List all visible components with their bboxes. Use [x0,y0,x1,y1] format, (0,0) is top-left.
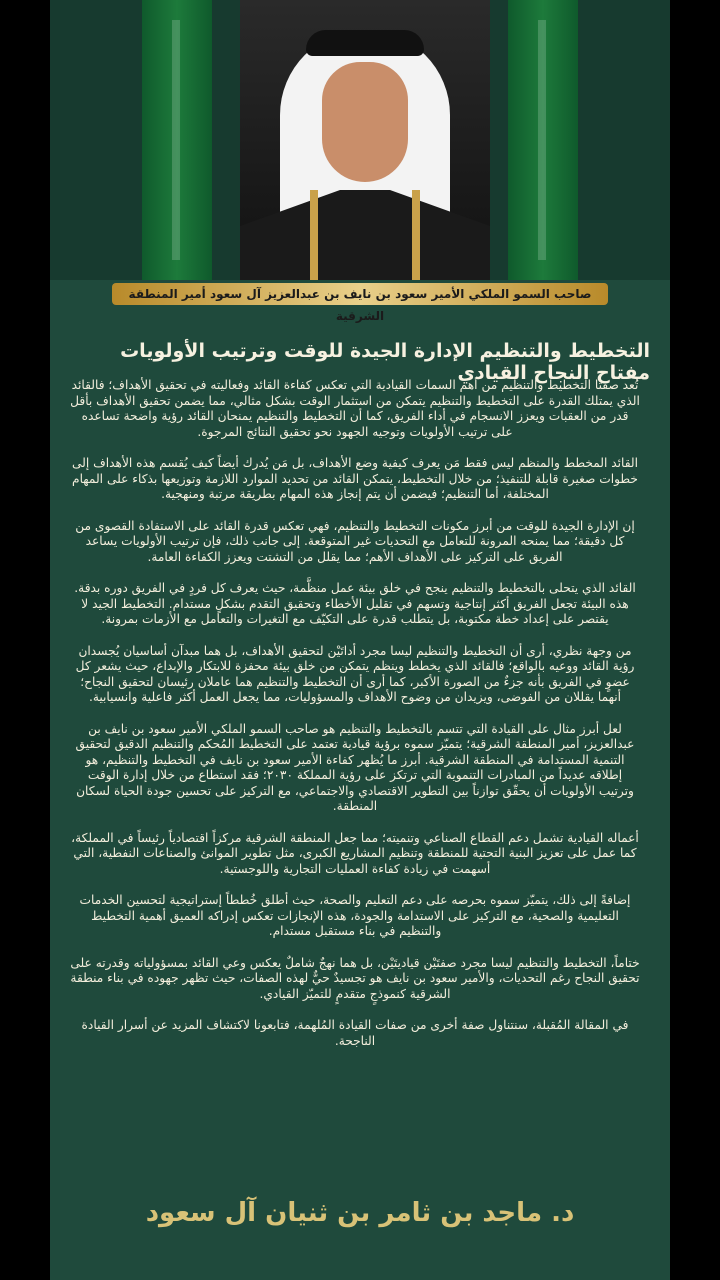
paragraph: من وجهة نظري، أرى أن التخطيط والتنظيم ليسا مجرد أداتَيْن لتحقيق الأهداف، بل هما مبدآن أساسيان يُجسدان رؤية القائد ووعيه بالواقع؛ فالقائد الذي يخطط وينظم يتمكن من خلق بيئة محفزة للابتكار والإبداع، حيث يشعر كل عضوٍ في الفريق بأنه جزءٌ من الصورة الأكبر، كما أرى أن التخطيط والتنظيم هما عاملان رئيسان لتحقيق النجاح؛ أنهما يقللان من الفوضى، ويزيدان من وضوح الأهداف والمسؤوليات، مما يجعل العمل أكثر فاعلية وانسيابية. [75,643,635,704]
paragraph: تُعد صفتا التخطيط والتنظيم من أهم السمات القيادية التي تعكس كفاءة القائد وفعاليته في تحقيق الأهداف؛ فالقائد الذي يمتلك القدرة على التخطيط والتنظيم يتمكن من استثمار الوقت بشكل مثالي، مما يضمن تحقيق الأهداف بأقل قدر من العقبات ويعزز الانسجام في أداء الفريق، كما أن التخطيط والتنظيم يمنحان القائد رؤية واضحة تساعده على ترتيب الأولويات وتوجيه الجهود نحو تحقيق النتائج المرجوة. [70,378,640,439]
photo-caption: صاحب السمو الملكي الأمير سعود بن نايف بن عبدالعزيز آل سعود أمير المنطقة الشرقية [112,283,608,305]
header-banner [50,0,670,280]
portrait-photo [240,0,490,280]
article-title: التخطيط والتنظيم الإدارة الجيدة للوقت وترتيب الأولويات مفتاح النجاح القيادي [120,340,650,384]
paragraph: لعل أبرز مثال على القيادة التي تتسم بالتخطيط والتنظيم هو صاحب السمو الملكي الأمير سعود بن نايف بن عبدالعزيز، أمير المنطقة الشرقية؛ يتميّز سموه برؤية قيادية تعتمد على التخطيط المُحكم والتنظيم الدقيق لتحقيق التنمية المستدامة في المنطقة الشرقية. أبرز ما يُظهر كفاءة الأمير سعود بن نايف في التخطيط والتنظيم، هو إطلاقه عديداً من المبادرات التنموية التي ترتكز على رؤية المملكة ٢٠٣٠؛ فقد استطاع من خلال إدارة الوقت وترتيب الأولويات أن يحقّق توازناً بين التطوير الاقتصادي والاجتماعي، مع التركيز على تحسين جودة الحياة لسكان المنطقة. [75,721,635,813]
paragraph: إضافةً إلى ذلك، يتميّز سموه بحرصه على دعم التعليم والصحة، حيث أطلق خُططاً إستراتيجية لتحسين الخدمات التعليمية والصحية، مع التركيز على الاستدامة والجودة، هذه الإنجازات تعكس إدراكه العميق أهمية التخطيط والتنظيم في بناء مستقبل مستدام. [79,893,631,938]
author-signature: د. ماجد بن ثامر بن ثنيان آل سعود [145,1198,575,1228]
article-page [50,0,670,1280]
saudi-flag-image [142,0,212,280]
paragraph: أعماله القيادية تشمل دعم القطاع الصناعي وتنميته؛ مما جعل المنطقة الشرقية مركزاً اقتصادياً رئيساً في المملكة، كما عمل على تعزيز البنية التحتية للمنطقة وتنظيم المشاريع الكبرى، مثل تطوير الموانئ والصناعات النفطية، التي أسهمت في زيادة كفاءة العمليات التجارية واللوجستية. [71,830,639,876]
paragraph: القائد الذي يتحلى بالتخطيط والتنظيم ينجح في خلق بيئة عمل منظَّمة، حيث يعرف كل فردٍ في الفريق دوره بدقة. هذه البيئة تجعل الفريق أكثر إنتاجية وتسهم في تقليل الأخطاء وتحقيق التقدم بشكلٍ مستدام. التخطيط الجيد لا يقتصر على إعداد خطة مكتوبة، بل يتطلب قدرة على التكيّف مع التغيرات والتعامل مع الأزمات بمرونة. [74,581,636,626]
paragraph: القائد المخطط والمنظم ليس فقط مَن يعرف كيفية وضع الأهداف، بل مَن يُدرك أيضاً كيف يُقسم هذه الأهداف إلى خطوات صغيرة قابلة للتنفيذ؛ من خلال التخطيط، يتمكن القائد من تحديد الموارد اللازمة وتوزيعها بذكاء على المهام المختلفة، أما التنظيم؛ فيضمن أن يتم إنجاز هذه المهام بطريقة مرتبة ومنهجية. [71,456,638,501]
paragraph: في المقالة المُقبلة، سنتناول صفة أخرى من صفات القيادة المُلهمة، فتابعونا لاكتشاف المزيد عن أسرار القيادة الناجحة. [81,1018,629,1048]
article-body [70,378,640,1065]
saudi-flag-image [508,0,578,280]
paragraph: إن الإدارة الجيدة للوقت من أبرز مكونات التخطيط والتنظيم، فهي تعكس قدرة القائد على الاستفادة القصوى من كل دقيقة؛ مما يمنحه المرونة للتعامل مع التحديات غير المتوقعة. إلى جانب ذلك، فإن ترتيب الأولويات يساعد الفريق على التركيز على الأهداف الأهم؛ مما يقلل من التشتت ويعزز الكفاءة العامة. [75,518,635,564]
paragraph: ختاماً، التخطيط والتنظيم ليسا مجرد صفتَيْن قياديتَيْن، بل هما نهجٌ شاملٌ يعكس وعي القائد بمسؤولياته وقدرته على تحقيق النجاح رغم التحديات، والأمير سعود بن نايف هو تجسيدٌ حيٌّ لهذه الصفات، حيث تظهر جهوده في بناء منطقة الشرقية كنموذجٍ متقدمٍ للتميّز القيادي. [70,955,640,1001]
